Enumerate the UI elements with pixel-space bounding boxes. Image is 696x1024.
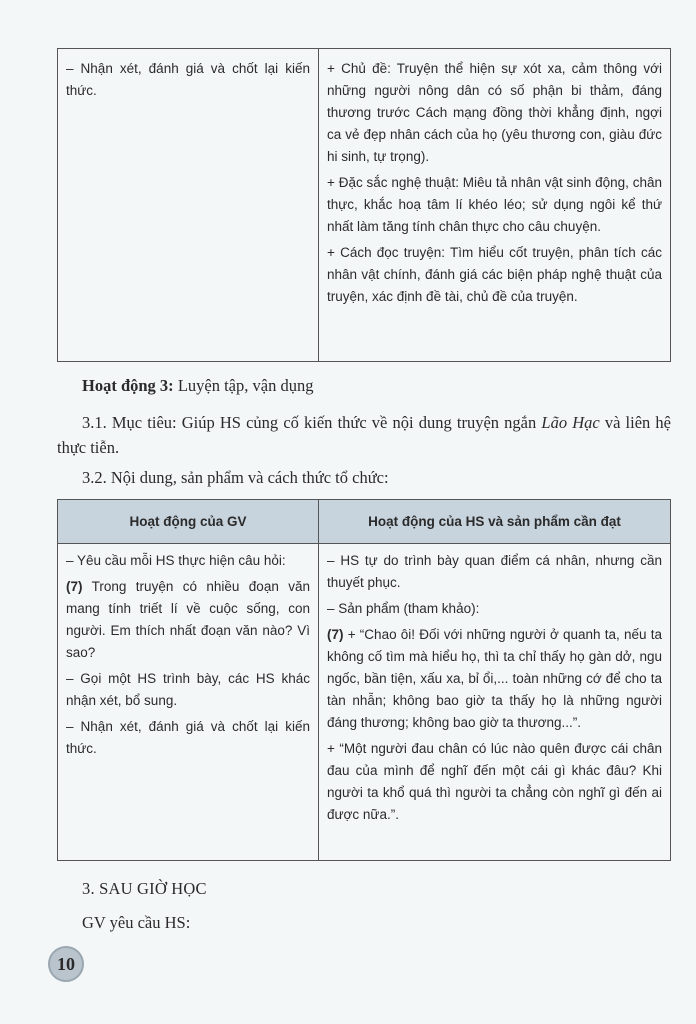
teacher-step: – Gọi một HS trình bày, các HS khác nhận xét, bổ sung. — [66, 671, 310, 708]
art-feature-point: + Đặc sắc nghệ thuật: Miêu tả nhân vật sinh động, chân thực, khắc hoạ tâm lí khéo léo; sử dụng ngôi kể thứ nhất làm tăng tính chân thực cho câu chuyện. — [327, 175, 662, 234]
header-teacher: Hoạt động của GV — [58, 500, 319, 544]
story-title: Lão Hạc — [541, 413, 600, 432]
student-outcome-cell — [319, 49, 671, 362]
teacher-question: (7) Trong truyện có nhiều đoạn văn mang tính triết lí về cuộc sống, con người. Em thích nhất đoạn văn nào? Vì sao? — [66, 579, 310, 660]
sample-answer: (7) + “Chao ôi! Đối với những người ở quanh ta, nếu ta không cố tìm mà hiểu họ, thì ta chỉ thấy họ gàn dở, ngu ngốc, bần tiện, xấu xa, bỉ ổi,... toàn những cớ để cho ta tàn nhẫn; không bao giờ ta thấy họ là những người đáng thương; không bao giờ ta thương...”. — [327, 627, 662, 730]
page-number: 10 — [48, 946, 84, 982]
student-step: – HS tự do trình bày quan điểm cá nhân, nhưng cần thuyết phục. — [327, 553, 662, 590]
student-step: – Sản phẩm (tham khảo): — [327, 601, 480, 616]
teacher-activity-cell — [58, 544, 319, 861]
objective-prefix: 3.1. Mục tiêu: Giúp HS củng cố kiến thức về nội dung truyện ngắn — [82, 413, 542, 432]
activity-3-title: Luyện tập, vận dụng — [173, 376, 314, 395]
objective-paragraph — [57, 410, 671, 460]
objective-suffix: và liên hệ thực tiễn. — [57, 413, 672, 457]
teacher-request: GV yêu cầu HS: — [82, 913, 191, 932]
teacher-step: – Nhận xét, đánh giá và chốt lại kiến thức. — [66, 61, 310, 98]
after-class-heading: 3. SAU GIỜ HỌC — [82, 879, 207, 898]
theme-point: + Chủ đề: Truyện thể hiện sự xót xa, cảm thông với những người nông dân có số phận bi thảm, đáng thương trước Cách mạng đồng thời khẳng định, ngợi ca vẻ đẹp nhân cách của họ (yêu thương con, giàu đức hi sinh, tự trọng). — [327, 61, 662, 164]
activity-3-heading — [82, 374, 313, 398]
teacher-step: – Nhận xét, đánh giá và chốt lại kiến thức. — [66, 719, 310, 756]
sample-answer: + “Một người đau chân có lúc nào quên được cái chân đau của mình để nghĩ đến một cái gì khác đâu? Khi người ta khổ quá thì người ta chẳng còn nghĩ gì đến ai được nữa.”. — [327, 741, 662, 822]
question-number: (7) — [66, 579, 83, 594]
reading-method-point: + Cách đọc truyện: Tìm hiểu cốt truyện, phân tích các nhân vật chính, đánh giá các biện pháp nghệ thuật của truyện, xác định đề tài, chủ đề của truyện. — [327, 245, 662, 304]
activity-3-label: Hoạt động 3: — [82, 376, 174, 395]
activity-3-table — [57, 499, 671, 861]
activity-continuation-table — [57, 48, 671, 362]
teacher-activity-cell — [58, 49, 319, 362]
header-student: Hoạt động của HS và sản phẩm cần đạt — [319, 500, 671, 544]
answer-number: (7) — [327, 627, 344, 642]
teacher-step: – Yêu cầu mỗi HS thực hiện câu hỏi: — [66, 553, 286, 568]
student-outcome-cell — [319, 544, 671, 861]
content-label: 3.2. Nội dung, sản phẩm và cách thức tổ chức: — [82, 468, 389, 487]
